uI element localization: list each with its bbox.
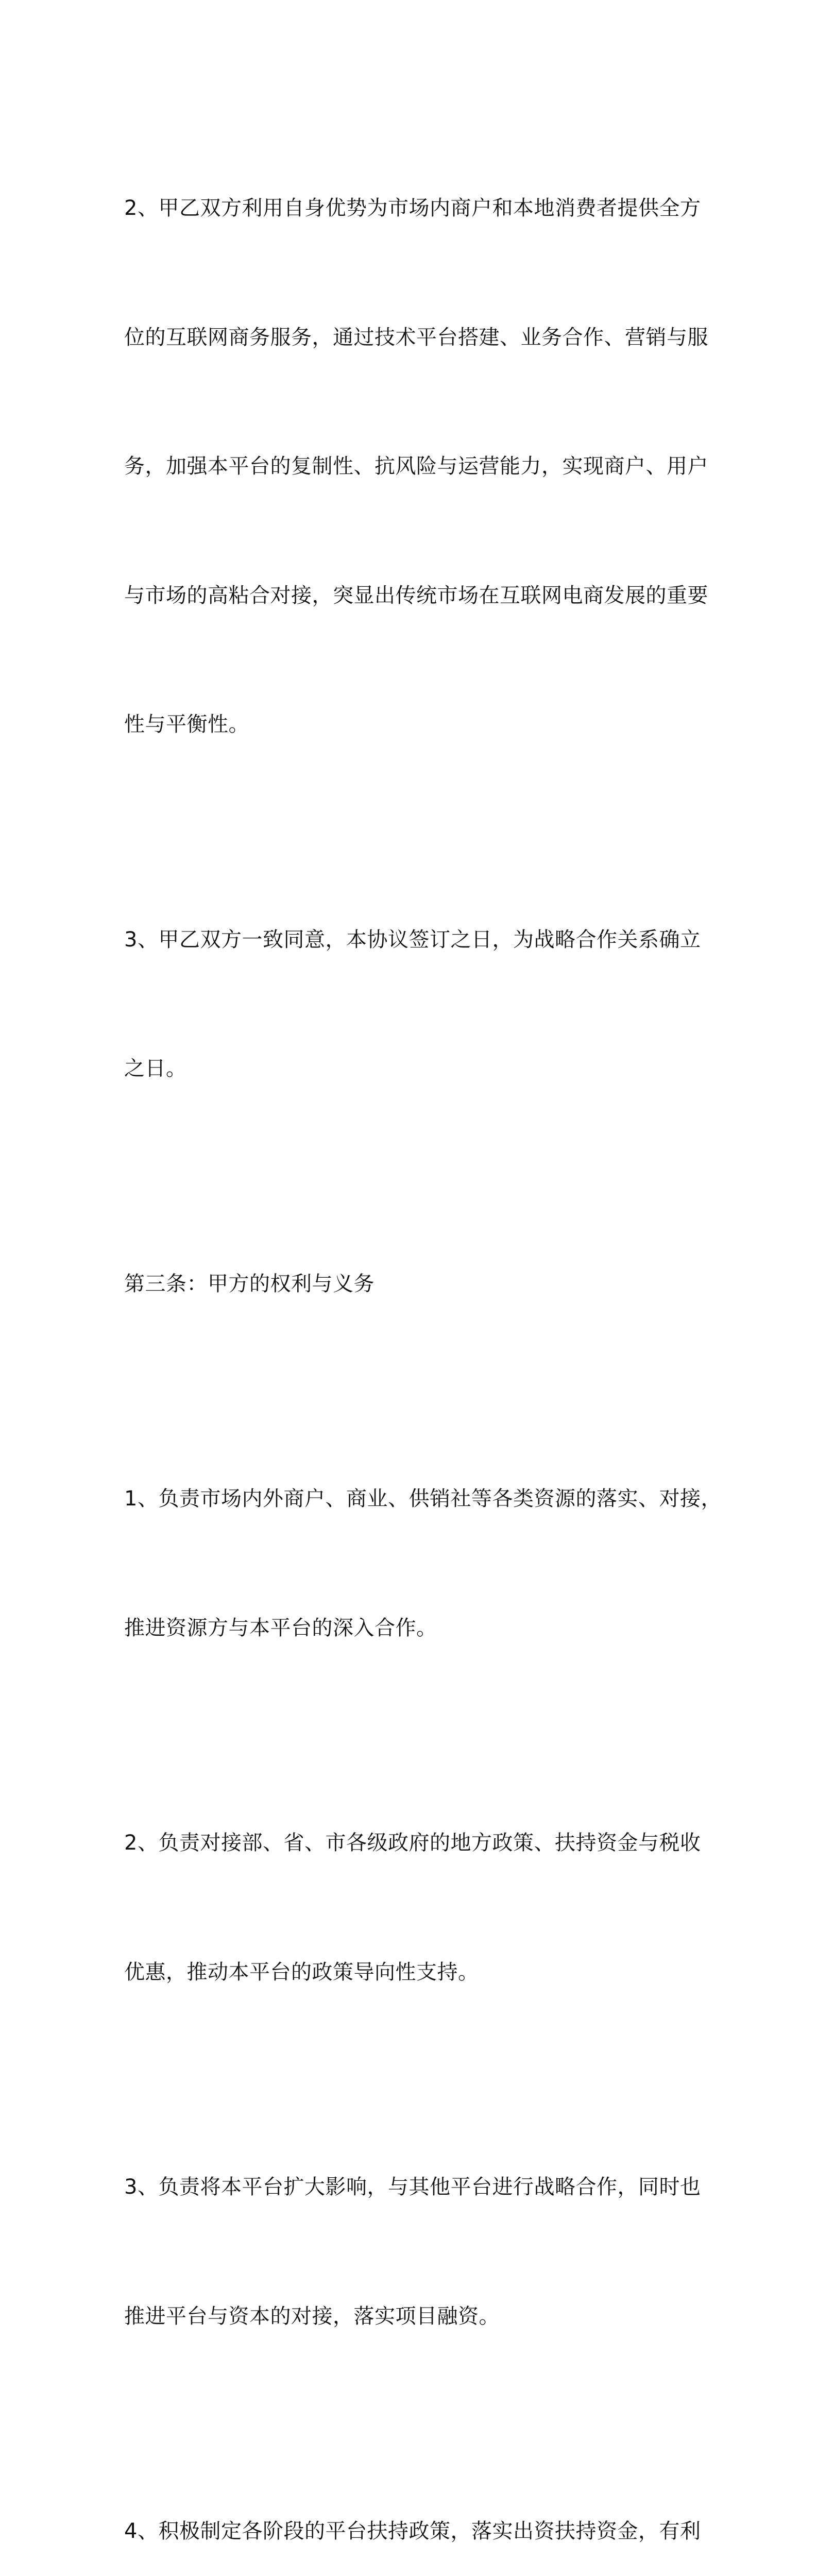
text-line: 2、负责对接部、省、市各级政府的地方政策、扶持资金与税收 xyxy=(124,1831,701,1855)
text-line: 1、负责市场内外商户、商业、供销社等各类资源的落实、对接， xyxy=(124,1487,722,1511)
text-line: 与市场的高粘合对接，突显出传统市场在互联网电商发展的重要 xyxy=(124,583,708,607)
text-line: 4、积极制定各阶段的平台扶持政策，落实出资扶持资金，有利 xyxy=(124,2519,701,2543)
text-line: 性与平衡性。 xyxy=(124,713,249,736)
text-line: 3、负责将本平台扩大影响，与其他平台进行战略合作，同时也 xyxy=(124,2175,701,2199)
clause-paragraph xyxy=(124,833,701,1177)
text-line: 务，加强本平台的复制性、抗风险与运营能力，实现商户、用户 xyxy=(124,454,708,478)
text-line: 3、甲乙双方一致同意，本协议签订之日，为战略合作关系确立 xyxy=(124,927,701,952)
clause-paragraph xyxy=(124,2080,701,2424)
clause-paragraph xyxy=(124,101,708,833)
clause-paragraph xyxy=(124,2424,701,2576)
text-line: 优惠，推动本平台的政策导向性支持。 xyxy=(124,1960,479,1984)
text-line: 2、甲乙双方利用自身优势为市场内商户和本地消费者提供全方 xyxy=(124,196,701,220)
text-line: 之日。 xyxy=(124,1057,187,1080)
text-line: 位的互联网商务服务，通过技术平台搭建、业务合作、营销与服 xyxy=(124,325,708,349)
article-heading xyxy=(124,1177,701,1392)
clause-paragraph xyxy=(124,1392,722,1736)
clause-paragraph xyxy=(124,1736,701,2080)
text-line: 第三条：甲方的权利与义务 xyxy=(124,1272,375,1296)
text-line: 推进资源方与本平台的深入合作。 xyxy=(124,1616,437,1640)
document-body xyxy=(124,101,722,2576)
text-line: 推进平台与资本的对接，落实项目融资。 xyxy=(124,2304,500,2328)
